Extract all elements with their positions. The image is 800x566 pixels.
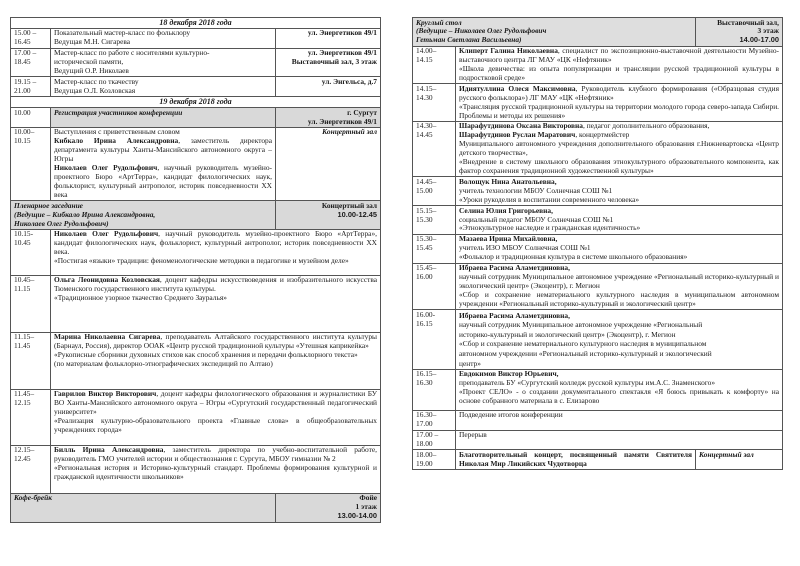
event-cell: Перерыв bbox=[456, 430, 783, 450]
speaker-name: Ибраева Расима Аламетдиновна, bbox=[459, 263, 570, 273]
time-cell bbox=[413, 410, 456, 430]
time-cell bbox=[413, 430, 456, 450]
time-end: 12.45 bbox=[14, 454, 31, 464]
talk-cell bbox=[456, 310, 783, 370]
place-cell: Концертный зал bbox=[696, 450, 783, 470]
place-cell bbox=[276, 108, 381, 128]
time-cell bbox=[413, 369, 456, 410]
section-hosts: Николаев Олег Рудольфович) bbox=[14, 218, 109, 228]
time-start: 10.45– bbox=[14, 275, 35, 285]
place-text: ул. Энергетиков 49/1 bbox=[307, 28, 377, 38]
speaker-role: , педагог дополнительного образования, bbox=[583, 121, 710, 131]
time-end: 11.15 bbox=[14, 284, 31, 294]
table-row bbox=[413, 263, 783, 310]
place-cell: Концертный зал bbox=[276, 127, 381, 200]
time-start: 15.30– bbox=[416, 234, 437, 244]
talk-cell bbox=[456, 177, 783, 206]
place-cell bbox=[276, 48, 381, 77]
time-start: 14.45– bbox=[416, 176, 437, 186]
time-end: 16.15 bbox=[416, 318, 433, 328]
speaker-role: научный сотрудник Муниципальное автономное учреждение «Региональный историко-культурный и экологический центр» (Экоцентр), г. Мегион bbox=[459, 320, 703, 339]
place-cell bbox=[276, 201, 381, 230]
speaker-name: Билль Ирина Александровна bbox=[54, 445, 164, 455]
time-end: 16.30 bbox=[416, 378, 433, 388]
talk-note: (по материалам фольклорно-этнографических экспедиций по Алтаю) bbox=[54, 359, 273, 369]
section-time: 13.00-14.00 bbox=[337, 511, 377, 521]
time-end: 18.45 bbox=[14, 57, 31, 67]
talk-topic: «Реализация культурно-образовательного проекта «Главные слова» в общеобразовательных учреждениях города» bbox=[54, 416, 377, 435]
speaker-name: Селина Юлия Григорьевна, bbox=[459, 205, 553, 215]
time-start: 16.15– bbox=[416, 369, 437, 379]
time-cell bbox=[11, 445, 51, 493]
table-row bbox=[413, 84, 783, 122]
day-header: 19 декабря 2018 года bbox=[11, 97, 381, 108]
time-start: 11.15– bbox=[14, 332, 35, 342]
speaker-role: , научный руководитель музейно-проектного Бюро «АртТерра», кандидат филологических наук, фольклорист, культурный антрополог, историк повседневности XX века. bbox=[54, 229, 377, 257]
speaker-role: учитель ИЗО МБОУ Солнечная СОШ №1 bbox=[459, 243, 591, 253]
table-row bbox=[11, 275, 381, 332]
time-start: 14.00– bbox=[416, 46, 437, 56]
talk-topic: «Школа девичества: из опыта популяризации и трансляции русской традиционной культуры в подростковой среде» bbox=[459, 64, 779, 82]
talk-cell bbox=[456, 121, 783, 176]
speaker-role: , Руководитель клубного формирования («Образцовая студия русского фольклора») ЛГ МАУ «ЦК «Нефтяник» bbox=[459, 83, 779, 102]
table-row bbox=[413, 369, 783, 410]
talk-cell bbox=[51, 275, 381, 332]
event-cell: Подведение итогов конференции bbox=[456, 410, 783, 430]
speaker-name: Кибкало Ирина Александровна bbox=[54, 136, 179, 146]
talk-cell bbox=[456, 84, 783, 122]
speaker-role: , доцент кафедры искусствоведения и изобразительного искусства Тюменского государственного института культуры. bbox=[54, 275, 377, 294]
talk-topic: «Уроки рукоделия в воспитании современного человека» bbox=[459, 194, 640, 204]
place-text: ул. Энергетиков 49/1 bbox=[307, 116, 377, 126]
place-text: 1 этаж bbox=[355, 502, 377, 512]
section-time: 14.00-17.00 bbox=[739, 35, 779, 45]
talk-cell bbox=[456, 234, 783, 263]
talk-cell bbox=[51, 445, 381, 493]
time-cell bbox=[11, 275, 51, 332]
time-end: 14.15 bbox=[416, 55, 433, 65]
program-page-left bbox=[10, 17, 381, 523]
time-start: 12.15– bbox=[14, 445, 35, 455]
event-host: Ведущий О.Р. Николаев bbox=[54, 66, 129, 76]
time-cell bbox=[413, 263, 456, 310]
event-cell bbox=[51, 127, 276, 200]
speaker-role: , заместитель директора по учебно-воспитательной работе, руководитель ГМО учителей истории и обществознания г. Сургута, МБОУ гимназии № 2 bbox=[54, 445, 377, 464]
place-cell bbox=[696, 18, 783, 47]
section-title: Круглый стол bbox=[416, 17, 462, 27]
time-start: 15.45– bbox=[416, 263, 437, 273]
event-title: Мастер-класс по работе с носителями культурно- bbox=[54, 48, 210, 58]
time-cell bbox=[413, 121, 456, 176]
schedule-table-left bbox=[10, 17, 381, 523]
plenary-title bbox=[11, 201, 276, 230]
speaker-role: , научный руководитель музейно-проектного Бюро «АртТерра», кандидат филологических наук, фольклорист, культурный антрополог, историк повседневности XX века bbox=[54, 163, 272, 199]
event-cell bbox=[51, 77, 276, 97]
event-title: Показательный мастер-класс по фольклору bbox=[54, 28, 191, 38]
time-end: 14.45 bbox=[416, 130, 433, 140]
talk-cell bbox=[51, 389, 381, 445]
time-cell bbox=[11, 28, 51, 48]
time-cell bbox=[11, 127, 51, 200]
speaker-name: Ольга Леонидовна Козловская bbox=[54, 275, 160, 285]
time-end: 16.00 bbox=[416, 271, 433, 281]
place-text: ул. Энергетиков 49/1 bbox=[307, 48, 377, 58]
time-start: 10.15- bbox=[14, 229, 34, 239]
speaker-name: Шарафутдинова Оксана Викторовна bbox=[459, 121, 584, 131]
program-page-right bbox=[412, 17, 783, 470]
time-cell bbox=[11, 332, 51, 389]
time-end: 15.45 bbox=[416, 243, 433, 253]
time-cell bbox=[413, 206, 456, 235]
time-start: 16.30– bbox=[416, 410, 437, 420]
section-hosts: (Ведущие – Кибкало Ирина Александровна, bbox=[14, 209, 156, 219]
event-host: Ведущая М.Н. Сигарева bbox=[54, 37, 131, 47]
speaker-name: Гаврилов Виктор Викторович bbox=[54, 389, 157, 399]
place-text: 3 этаж bbox=[757, 26, 779, 36]
time-cell bbox=[11, 48, 51, 77]
speaker-name: Волощук Нина Анатольевна, bbox=[459, 176, 557, 186]
speaker-role: научный сотрудник Муниципальное автономное учреждение «Региональный историко-культурный и экологический центр» (Экоцентр), г. Мегион bbox=[459, 271, 779, 290]
talk-topic: «Региональная история и Историко-культурный стандарт. Проблемы формирования культурной и гражданской идентичности школьников» bbox=[54, 463, 377, 482]
speaker-name: Николаев Олег Рудольфович bbox=[54, 229, 159, 239]
day-header-row bbox=[11, 18, 381, 29]
table-row bbox=[413, 177, 783, 206]
time-cell bbox=[413, 177, 456, 206]
talk-topic: «Трансляция русской традиционной культуры на территории молодого города северо-запада Сибири. Проблемы и методы их решения» bbox=[459, 101, 779, 120]
time-start: 11.45– bbox=[14, 389, 35, 399]
speaker-role: , заместитель директора департамента культуры Ханты-Мансийского автономного округа – Югры bbox=[54, 136, 273, 164]
speaker-name: Ибраева Расима Аламетдиновна, bbox=[459, 310, 570, 320]
opening-row bbox=[11, 127, 381, 200]
event-title: Мастер-класс по ткачеству bbox=[54, 76, 139, 86]
talk-cell bbox=[51, 229, 381, 275]
place-text: Выставочный зал, 3 этаж bbox=[291, 57, 377, 67]
speaker-name: Клиперт Галина Николаевна bbox=[459, 46, 558, 56]
talk-cell bbox=[51, 332, 381, 389]
registration-row bbox=[11, 108, 381, 128]
talk-topic: «Традиционное узорное ткачество Среднего Зауралья» bbox=[54, 293, 227, 303]
time-cell bbox=[413, 310, 456, 370]
time-end: 15.00 bbox=[416, 185, 433, 195]
event-title: Выступления с приветственным словом bbox=[54, 127, 180, 137]
coffee-break-title: Кофе-брейк bbox=[11, 493, 276, 522]
time-end: 15.30 bbox=[416, 214, 433, 224]
speaker-role: преподаватель БУ «Сургутский колледж русской культуры им.А.С. Знаменского» bbox=[459, 378, 716, 388]
table-row bbox=[11, 48, 381, 77]
time-end: 16.45 bbox=[14, 37, 31, 47]
event-cell bbox=[51, 48, 276, 77]
day-header: 18 декабря 2018 года bbox=[11, 18, 381, 29]
time-end: 17.00 bbox=[416, 419, 433, 429]
talk-cell bbox=[456, 46, 783, 84]
time-start: 15.00 – bbox=[14, 28, 37, 38]
concert-row bbox=[413, 450, 783, 470]
time-end: 11.45 bbox=[14, 341, 31, 351]
break-row bbox=[413, 430, 783, 450]
speaker-role: , доцент кафедры филологического образования и журналистики БУ ВО Ханты-Мансийского автономного округа – Югры «Сургутский государственный педагогический университет» bbox=[54, 389, 377, 417]
time-end: 12.15 bbox=[14, 398, 31, 408]
time-end: 19.00 bbox=[416, 458, 433, 468]
speaker-name: Мазаева Ирина Михайловна, bbox=[459, 234, 558, 244]
section-hosts: (Ведущие – Николаев Олег Рудольфович bbox=[416, 26, 547, 36]
section-title: Пленарное заседание bbox=[14, 200, 83, 210]
event-title-cont: исторической памяти, bbox=[54, 57, 124, 67]
talk-cell bbox=[456, 206, 783, 235]
time-end: 21.00 bbox=[14, 85, 31, 95]
time-start: 14.30– bbox=[416, 121, 437, 131]
plenary-header-row bbox=[11, 201, 381, 230]
time-start: 15.15– bbox=[416, 205, 437, 215]
talk-topic: «Сбор и сохранение нематериального культурного наследия в муниципальном автономном учреждении «Региональный историко-культурный и экологический центр» bbox=[459, 289, 779, 308]
speaker-role: социальный педагог МБОУ Солнечная СОШ №1 bbox=[459, 214, 614, 224]
speaker-role: , специалист по экспозиционно-выставочной деятельности Музейно-выставочного центра ЛГ МАУ «ЦК «Нефтяник» bbox=[459, 46, 779, 65]
roundtable-title bbox=[413, 18, 696, 47]
speaker-name: Идиятуллина Олеся Максимовна bbox=[459, 83, 576, 93]
place-text: ул. Энгельса, д.7 bbox=[321, 76, 377, 86]
table-row bbox=[413, 206, 783, 235]
organization: Муниципального автономного учреждения дополнительного образования г.Нижневартовска «Центр детского творчества», bbox=[459, 139, 779, 158]
time-cell bbox=[413, 234, 456, 263]
speaker-role: , концертмейстер bbox=[575, 130, 630, 140]
speaker-name: Шарафутдинов Руслан Маратович bbox=[459, 130, 576, 140]
table-row bbox=[413, 46, 783, 84]
coffee-break-row bbox=[11, 493, 381, 522]
time-start: 16.00- bbox=[416, 309, 436, 319]
table-row bbox=[11, 389, 381, 445]
registration-title: Регистрация участников конференции bbox=[51, 108, 276, 128]
time-cell bbox=[413, 450, 456, 470]
talk-topic: «Этнокультурное наследие и гражданская идентичность» bbox=[459, 223, 641, 233]
place-text: Фойе bbox=[359, 493, 377, 503]
time-end: 10.15 bbox=[14, 136, 31, 146]
time-cell bbox=[413, 84, 456, 122]
time-cell bbox=[11, 229, 51, 275]
talk-cell bbox=[456, 263, 783, 310]
speaker-name: Марина Николаевна Сигарева bbox=[54, 332, 161, 342]
event-cell: Благотворительный концерт, посвященный памяти Святителя Николая Мир Ликийских Чудотворца bbox=[456, 450, 696, 470]
place-text: Концертный зал bbox=[321, 200, 377, 210]
day-header-row bbox=[11, 97, 381, 108]
table-row bbox=[413, 121, 783, 176]
speaker-name: Евдокимов Виктор Юрьевич, bbox=[459, 369, 559, 379]
time-cell bbox=[413, 46, 456, 84]
place-cell bbox=[276, 28, 381, 48]
speaker-role: учитель технологии МБОУ Солнечная СОШ №1 bbox=[459, 185, 613, 195]
place-cell bbox=[276, 77, 381, 97]
talk-cell bbox=[456, 369, 783, 410]
time-end: 18.00 bbox=[416, 439, 433, 448]
talk-topic: «Рукописные сборники духовных стихов как способ хранения и передачи фольклорного текста» bbox=[54, 350, 358, 360]
table-row bbox=[11, 77, 381, 97]
talk-topic: «Фольклор и традиционная культура в системе школьного образования» bbox=[459, 252, 688, 262]
time-start: 18.00– bbox=[416, 449, 437, 459]
speaker-name: Николаев Олег Рудольфович bbox=[54, 163, 158, 173]
time-cell bbox=[11, 77, 51, 97]
time-start: 19.15 – bbox=[14, 76, 37, 86]
time-start: 10.00– bbox=[14, 127, 35, 137]
talk-topic: «Проект СЕЛО» - о создании документального спектакля «Я боюсь привыкать к комфорту» на основе собранного материала в с. Елизарово bbox=[459, 386, 779, 405]
time-end: 10.45 bbox=[14, 238, 31, 248]
event-host: Ведущая О.Л. Козловская bbox=[54, 85, 136, 95]
time-cell bbox=[11, 389, 51, 445]
table-row bbox=[11, 332, 381, 389]
summary-row bbox=[413, 410, 783, 430]
section-hosts: Гетьман Светлана Васильевна) bbox=[416, 35, 522, 45]
table-row bbox=[413, 310, 783, 370]
table-row bbox=[11, 229, 381, 275]
talk-topic: «Внедрение в систему школьного образования этнокультурного образовательного компонента, как фактор сохранения традиционной художественной культуры» bbox=[459, 157, 779, 175]
place-text: г. Сургут bbox=[347, 107, 377, 117]
section-time: 10.00-12.45 bbox=[337, 209, 377, 219]
event-cell bbox=[51, 28, 276, 48]
schedule-table-right bbox=[412, 17, 783, 470]
table-row bbox=[11, 445, 381, 493]
roundtable-header-row bbox=[413, 18, 783, 47]
table-row bbox=[11, 28, 381, 48]
table-row bbox=[413, 234, 783, 263]
time-cell: 10.00 bbox=[11, 108, 51, 128]
time-start: 14.15– bbox=[416, 83, 437, 93]
time-start: 17.00 – bbox=[14, 48, 37, 58]
place-text: Выставочный зал, bbox=[717, 17, 779, 27]
talk-topic: «Сбор и сохранение нематериального культурного наследия в муниципальном автономном учреждении «Региональный историко-культурный и экологический центр» bbox=[459, 339, 712, 368]
time-end: 14.30 bbox=[416, 92, 433, 102]
time-start: 17.00 – bbox=[416, 430, 439, 440]
talk-topic: «Постигая «языки» традиции: феноменологические методики в педагогике и музейном деле» bbox=[54, 256, 349, 266]
place-cell bbox=[276, 493, 381, 522]
speaker-role: , преподаватель Алтайского государственного института культуры (Барнаул, Россия), директор ООАК «Центр русской традиционной культуры «Утешная каприкейка» bbox=[54, 332, 377, 351]
